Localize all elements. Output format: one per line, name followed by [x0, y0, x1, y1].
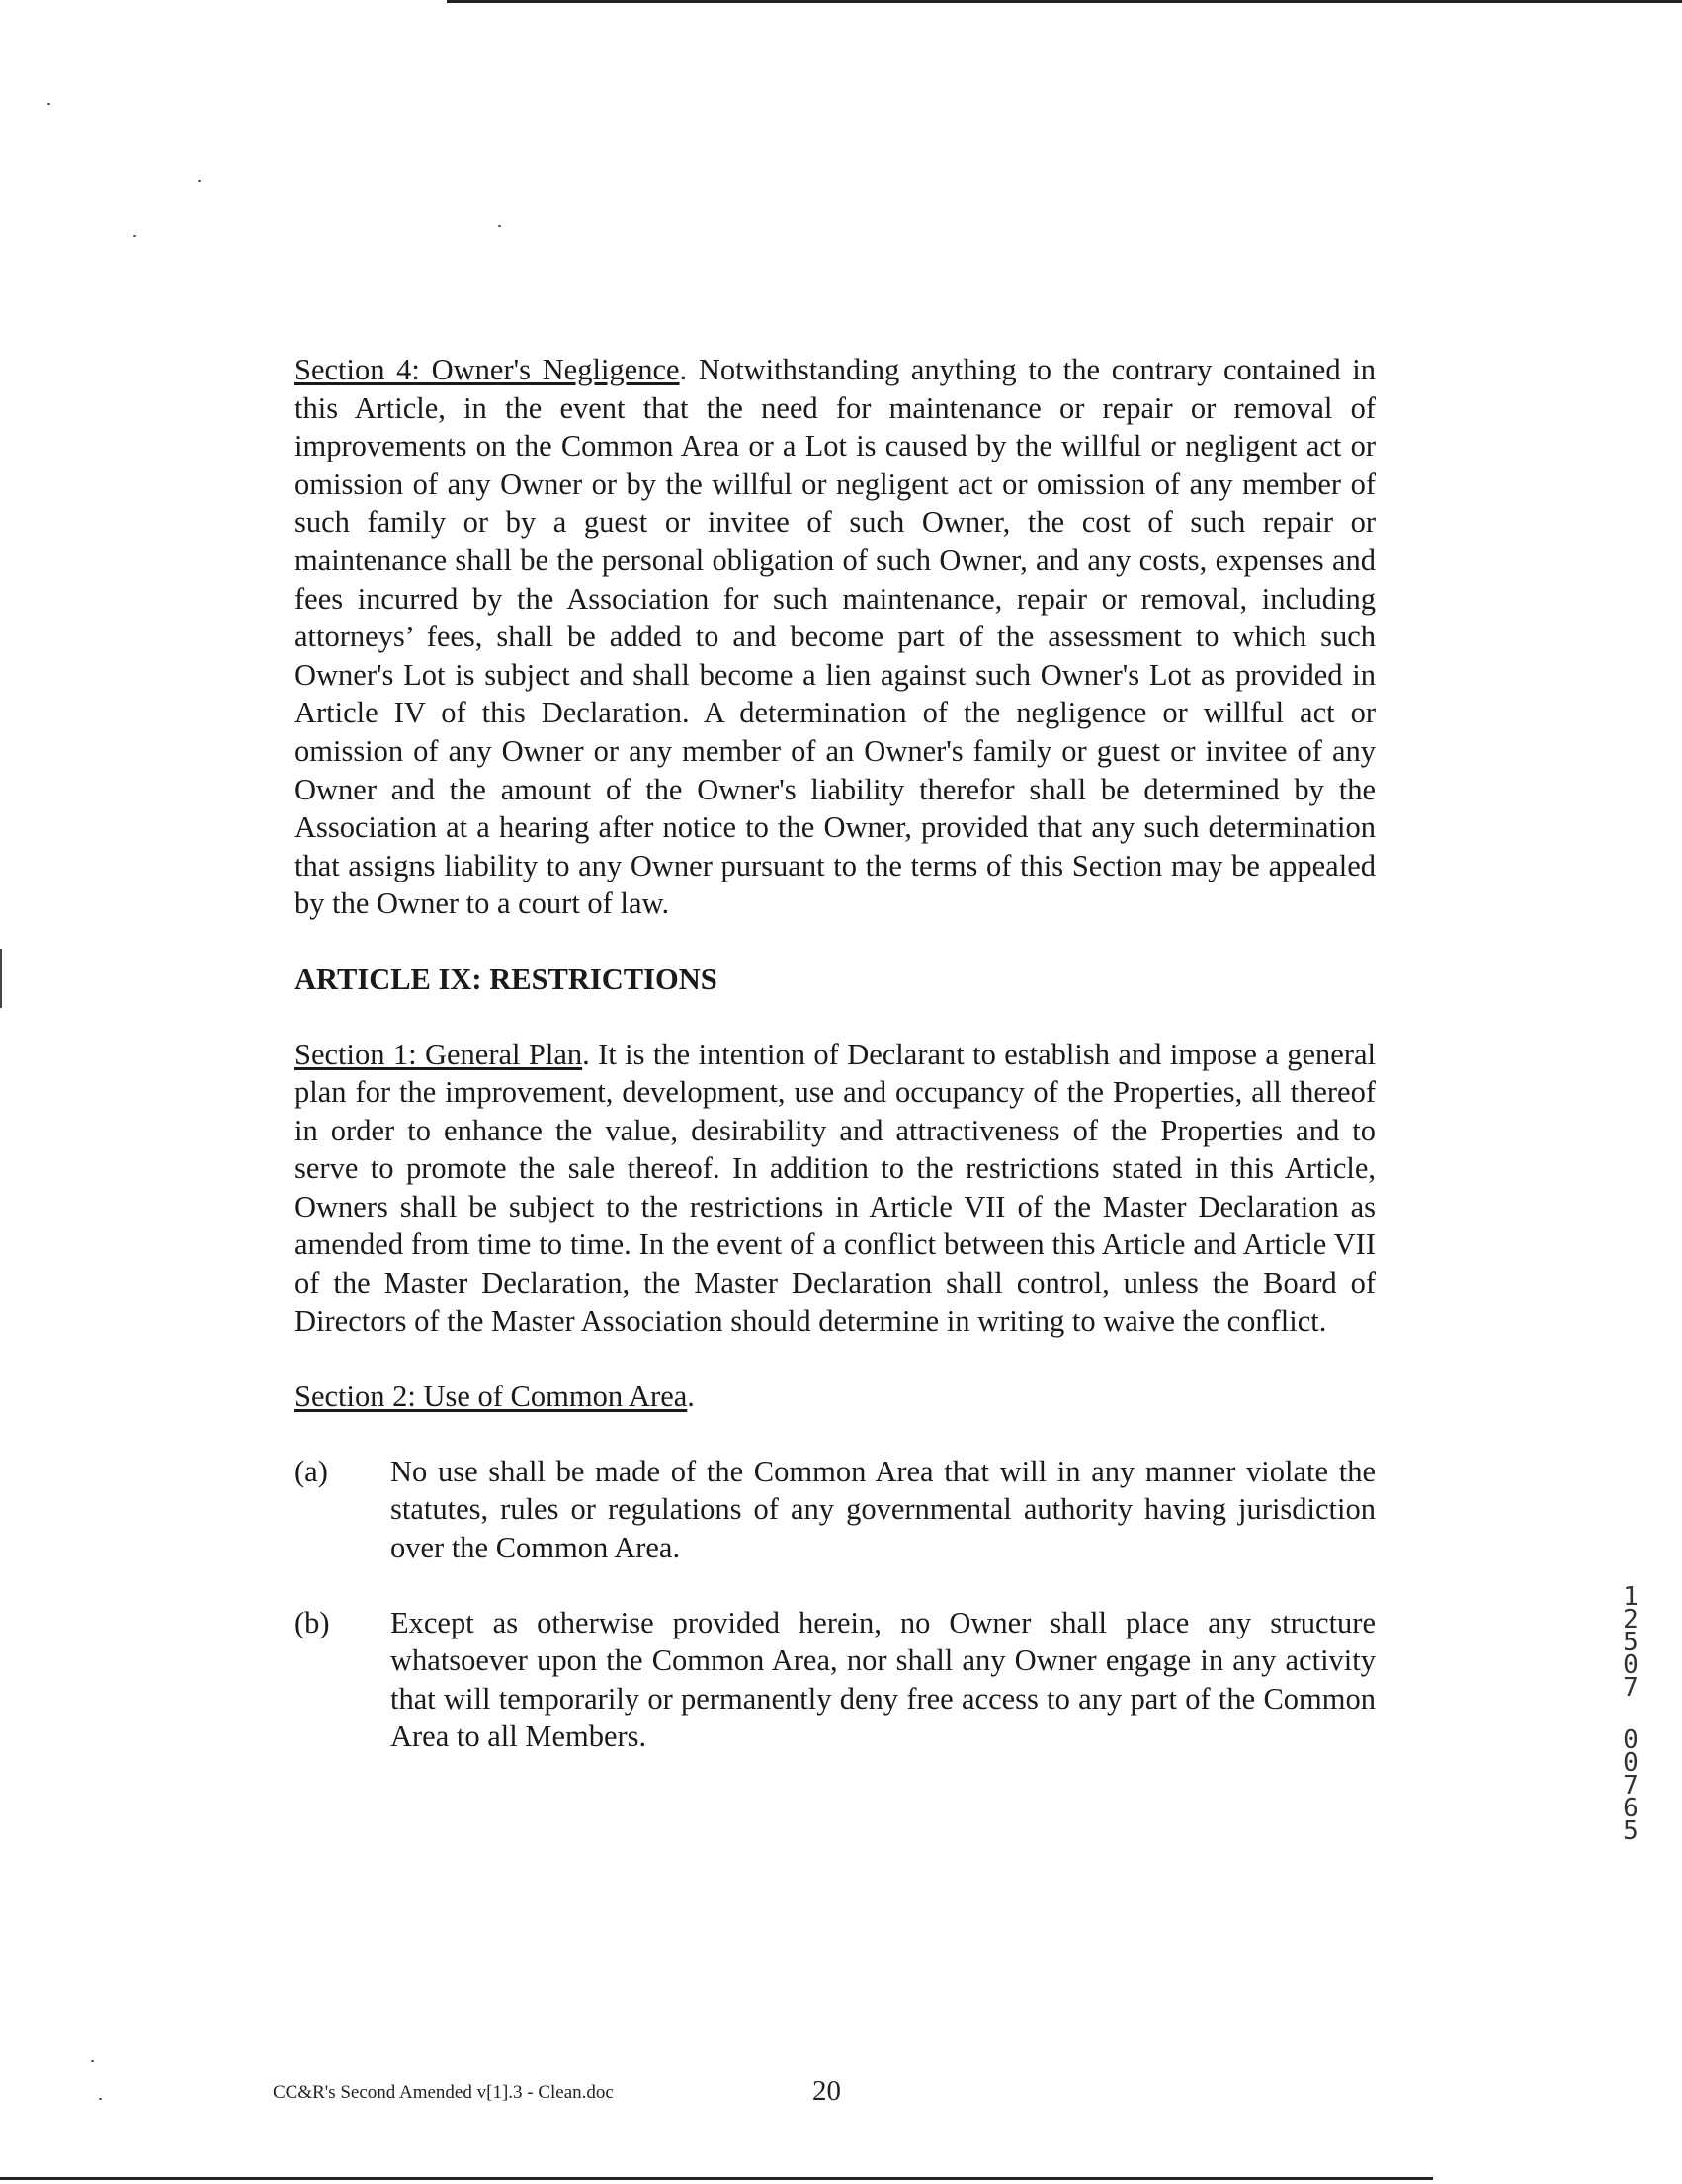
- list-item-text: Except as otherwise provided herein, no Owner shall place any structure whatsoever upon the Common Area, nor shall any Owner engage in any activity that will temporarily or permanently deny free access to any part of the Common Area to all Members.: [390, 1605, 1376, 1754]
- scan-speck: [99, 2098, 102, 2100]
- section-1-title: Section 1: General Plan: [294, 1037, 583, 1071]
- section-1-paragraph: [294, 1036, 1376, 1341]
- scan-speck: [498, 225, 501, 227]
- list-item-marker: (a): [294, 1454, 328, 1488]
- scan-speck: [47, 103, 50, 105]
- list-item: [294, 1604, 1376, 1756]
- section-2-title: Section 2: Use of Common Area: [294, 1380, 688, 1414]
- stamp-digit: 0: [1623, 1748, 1639, 1778]
- document-body: [294, 351, 1376, 1756]
- stamp-digit: 5: [1623, 1816, 1639, 1846]
- bottom-scan-edge: [0, 2177, 1433, 2180]
- section-2-title-suffix: .: [687, 1380, 695, 1414]
- list-item-text: No use shall be made of the Common Area that will in any manner violate the statutes, rules or regulations of any governmental authority having jurisdiction over the Common Area.: [390, 1454, 1376, 1565]
- recording-stamp-number: [1617, 1582, 1644, 1846]
- page-number: 20: [812, 2075, 841, 2107]
- footer-filename: CC&R's Second Amended v[1].3 - Clean.doc: [273, 2082, 614, 2103]
- list-item-marker: (b): [294, 1605, 330, 1639]
- stamp-digit: 2: [1623, 1605, 1639, 1635]
- article-heading: ARTICLE IX: RESTRICTIONS: [294, 962, 717, 996]
- stamp-digit: 7: [1623, 1673, 1639, 1703]
- section-1-body: . It is the intention of Declarant to establish and impose a general plan for the improvement, development, use and occupancy of the Properties, all thereof in order to enhance the value, desirability and attractiveness of the Properties and to serve to promote the sale thereof. In addition to the restrictions stated in this Article, Owners shall be subject to the restrictions in Article VII of the Master Declaration as amended from time to time. In the event of a conflict between this Article and Article VII of the Master Declaration, the Master Declaration shall control, unless the Board of Directors of the Master Association should determine in writing to waive the conflict.: [294, 1037, 1376, 1338]
- stamp-digit: 7: [1623, 1771, 1639, 1801]
- scan-speck: [198, 180, 201, 182]
- stamp-digit: 6: [1623, 1794, 1639, 1823]
- left-scan-mark: [0, 949, 2, 1008]
- section-4-title: Section 4: Owner's Negligence: [294, 353, 680, 386]
- section-4-body: . Notwithstanding anything to the contrary contained in this Article, in the event that the need for maintenance or repair or removal of improvements on the Common Area or a Lot is caused by the willful or negligent act or omission of any Owner or by the willful or negligent act or omission of any member of such family or by a guest or invitee of such Owner, the cost of such repair or maintenance shall be the personal obligation of such Owner, and any costs, expenses and fees incurred by the Association for such maintenance, repair or removal, including attorneys’ fees, shall be added to and become part of the assessment to which such Owner's Lot is subject and shall become a lien against such Owner's Lot as provided in Article IV of this Declaration. A determination of the negligence or willful act or omission of any Owner or any member of an Owner's family or guest or invitee of any Owner and the amount of the Owner's liability therefor shall be determined by the Association at a hearing after notice to the Owner, provided that any such determination that assigns liability to any Owner pursuant to the terms of this Section may be appealed by the Owner to a court of law.: [294, 353, 1376, 921]
- section-4-paragraph: [294, 351, 1376, 923]
- section-2-heading: [294, 1378, 1376, 1416]
- stamp-digit: 0: [1623, 1725, 1639, 1755]
- scan-speck: [133, 235, 136, 237]
- scan-speck: [91, 2060, 94, 2062]
- list-item: [294, 1453, 1376, 1567]
- stamp-digit: 0: [1623, 1650, 1639, 1680]
- stamp-digit: 1: [1623, 1582, 1639, 1612]
- stamp-digit: 5: [1623, 1628, 1639, 1657]
- top-scan-edge: [447, 0, 1682, 3]
